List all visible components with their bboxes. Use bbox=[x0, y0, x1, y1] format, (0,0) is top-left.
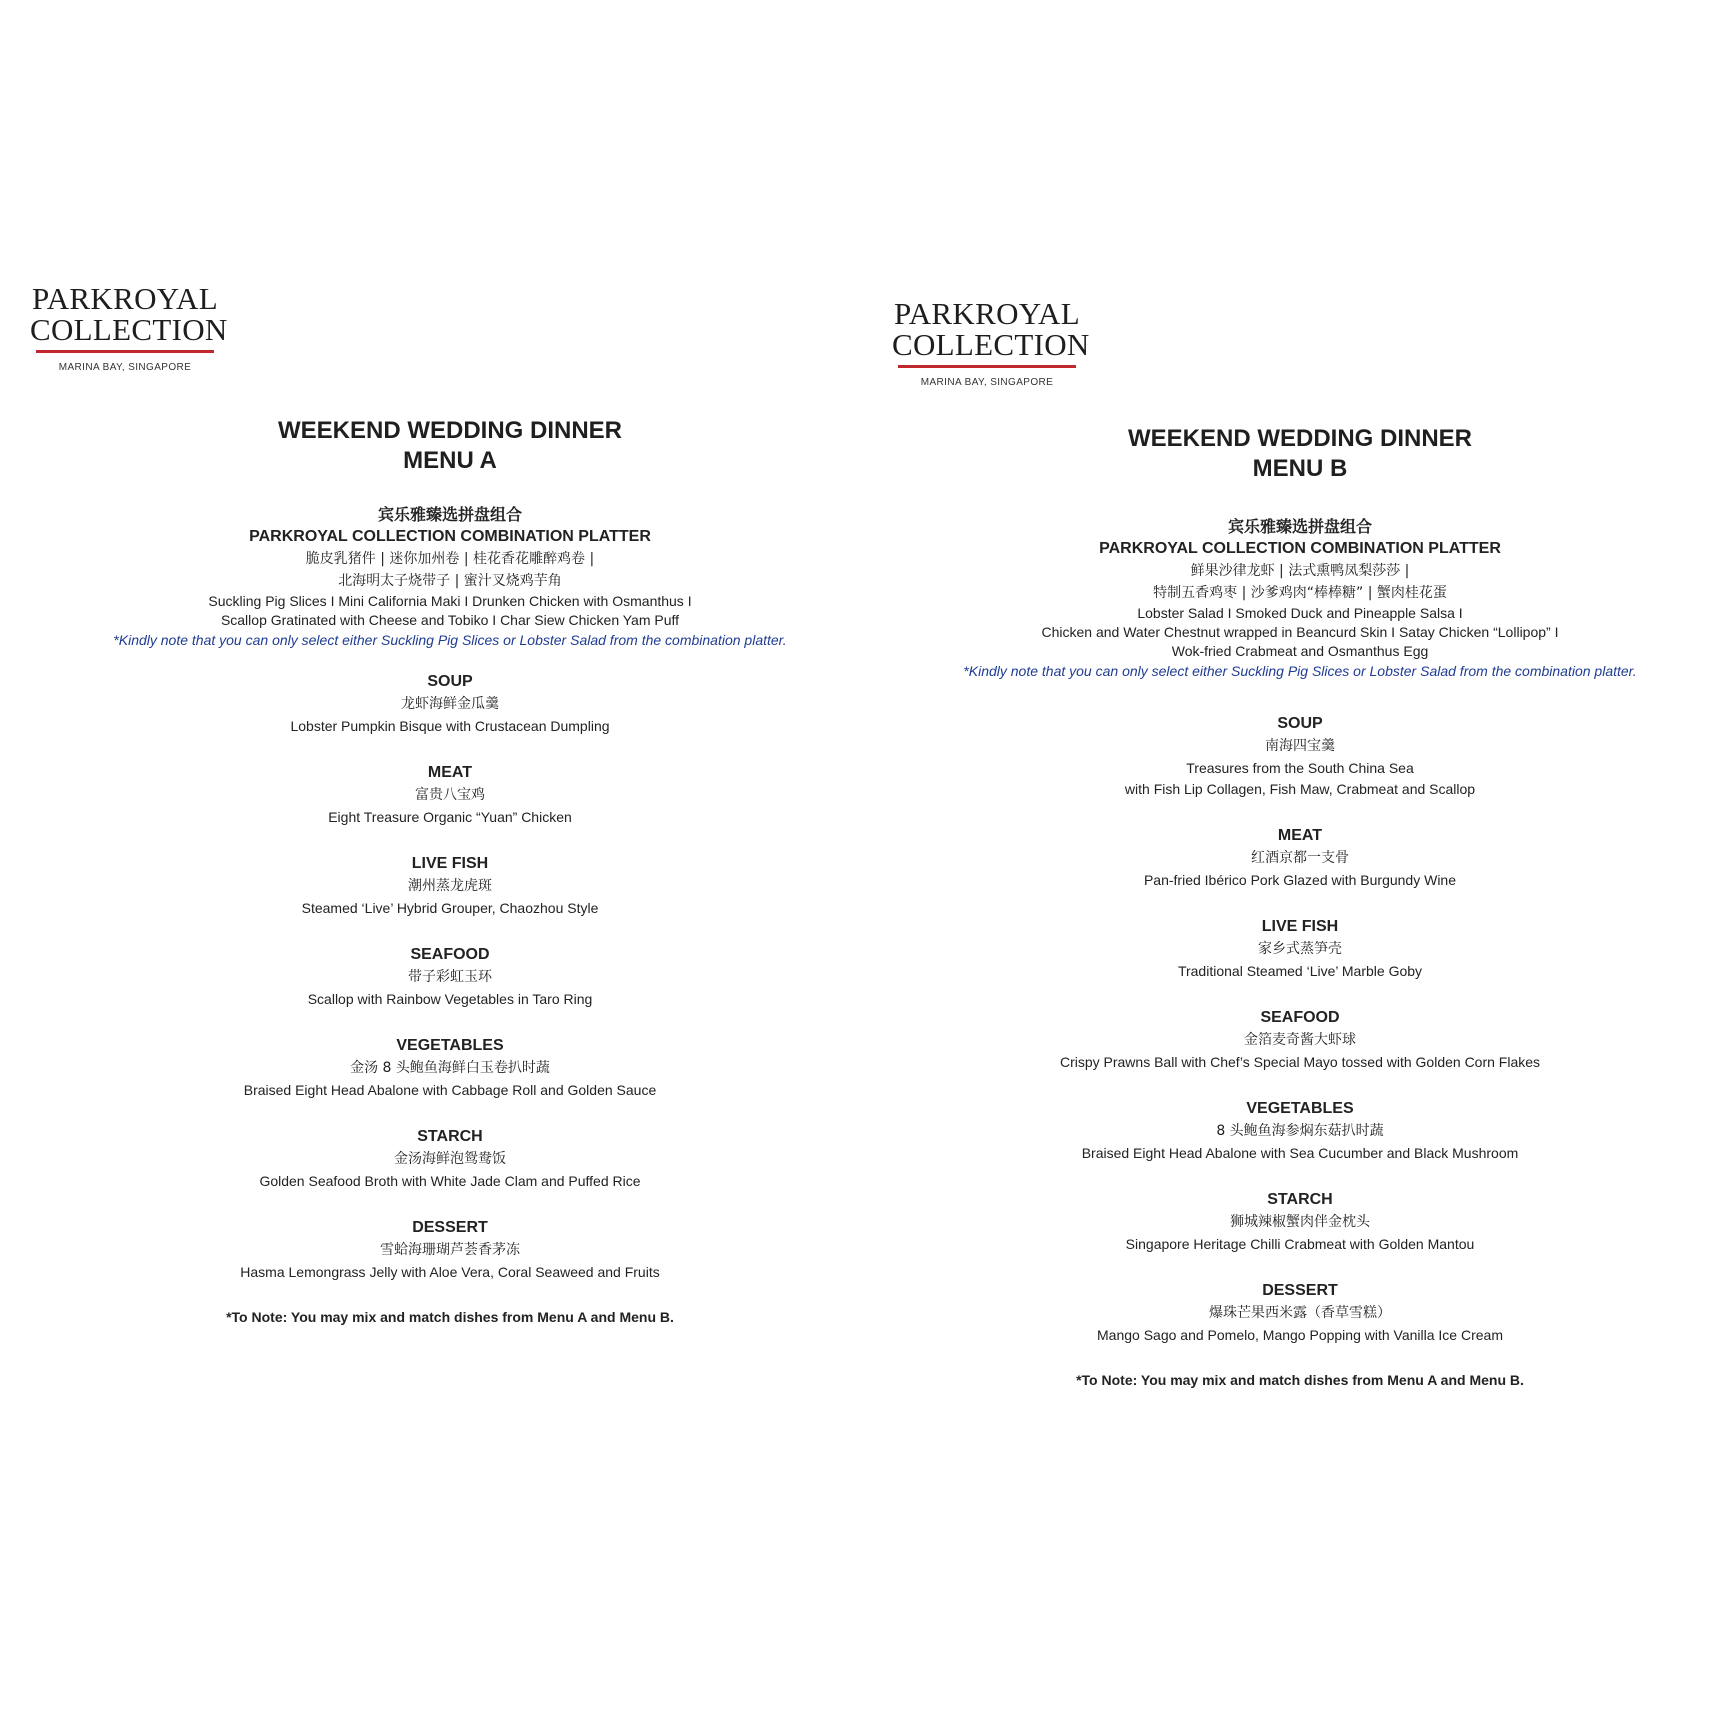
platter-zh-line: 北海明太子烧带子 | 蜜汁叉烧鸡芋角 bbox=[338, 573, 562, 589]
course-list bbox=[910, 712, 1690, 1390]
course-live-fish bbox=[910, 915, 1690, 982]
course-seafood bbox=[910, 1006, 1690, 1073]
course-heading: SOUP bbox=[1277, 715, 1323, 732]
platter-selection-note: *Kindly note that you can only select either Suckling Pig Slices or Lobster Salad from the combination platter. bbox=[963, 663, 1637, 679]
platter-en-line: Wok-fried Crabmeat and Osmanthus Egg bbox=[1171, 643, 1429, 659]
course-heading: LIVE FISH bbox=[1261, 918, 1339, 935]
course-name-zh: 带子彩虹玉环 bbox=[408, 969, 492, 985]
menu-title bbox=[60, 416, 840, 476]
course-soup bbox=[910, 712, 1690, 800]
course-heading: DESSERT bbox=[412, 1219, 488, 1236]
platter-en-line: Chicken and Water Chestnut wrapped in Beancurd Skin I Satay Chicken “Lollipop” I bbox=[1041, 624, 1559, 640]
logo-line-2: COLLECTION bbox=[30, 312, 228, 347]
course-name-en: with Fish Lip Collagen, Fish Maw, Crabmeat and Scallop bbox=[1124, 781, 1476, 797]
course-name-en: Treasures from the South China Sea bbox=[1186, 760, 1414, 776]
course-heading: SEAFOOD bbox=[1260, 1009, 1340, 1026]
combination-platter bbox=[60, 504, 840, 650]
course-heading: LIVE FISH bbox=[411, 855, 489, 872]
logo-red-rule bbox=[36, 350, 214, 353]
course-name-zh: 雪蛤海珊瑚芦荟香茅冻 bbox=[380, 1242, 520, 1258]
course-name-en: Steamed ‘Live’ Hybrid Grouper, Chaozhou Style bbox=[301, 900, 599, 916]
course-heading: MEAT bbox=[427, 764, 473, 781]
course-name-en: Scallop with Rainbow Vegetables in Taro Ring bbox=[307, 991, 593, 1007]
course-name-en: Lobster Pumpkin Bisque with Crustacean Dumpling bbox=[290, 718, 610, 734]
course-name-zh: 8 头鲍鱼海参焖东菇扒时蔬 bbox=[1216, 1123, 1384, 1139]
course-heading: SEAFOOD bbox=[410, 946, 490, 963]
platter-title-en: PARKROYAL COLLECTION COMBINATION PLATTER bbox=[249, 528, 651, 545]
course-name-zh: 家乡式蒸笋壳 bbox=[1258, 941, 1342, 957]
course-name-en: Pan-fried Ibérico Pork Glazed with Burgundy Wine bbox=[1143, 872, 1457, 888]
course-name-en: Golden Seafood Broth with White Jade Clam and Puffed Rice bbox=[259, 1173, 641, 1189]
course-name-zh: 龙虾海鲜金瓜羹 bbox=[401, 696, 499, 712]
course-dessert bbox=[910, 1279, 1690, 1346]
menu-title-line-2: MENU A bbox=[403, 447, 497, 474]
course-name-zh: 潮州蒸龙虎斑 bbox=[408, 878, 492, 894]
course-heading: STARCH bbox=[417, 1128, 483, 1145]
course-vegetables bbox=[60, 1034, 840, 1101]
course-name-zh: 富贵八宝鸡 bbox=[415, 787, 485, 803]
menu-title-line-1: WEEKEND WEDDING DINNER bbox=[1127, 425, 1472, 452]
menu-b-page bbox=[892, 0, 1690, 1712]
course-heading: VEGETABLES bbox=[396, 1037, 504, 1054]
course-starch bbox=[60, 1125, 840, 1192]
course-heading: MEAT bbox=[1277, 827, 1323, 844]
course-name-en: Singapore Heritage Chilli Crabmeat with Golden Mantou bbox=[1125, 1236, 1475, 1252]
logo-subtitle: MARINA BAY, SINGAPORE bbox=[920, 377, 1054, 388]
logo-subtitle: MARINA BAY, SINGAPORE bbox=[58, 362, 192, 373]
platter-zh-line: 脆皮乳猪件 | 迷你加州卷 | 桂花香花雕醉鸡卷 | bbox=[305, 551, 595, 567]
course-name-en: Eight Treasure Organic “Yuan” Chicken bbox=[328, 809, 572, 825]
course-vegetables bbox=[910, 1097, 1690, 1164]
course-name-zh: 南海四宝羹 bbox=[1265, 738, 1335, 754]
course-name-en: Traditional Steamed ‘Live’ Marble Goby bbox=[1177, 963, 1423, 979]
course-heading: STARCH bbox=[1267, 1191, 1333, 1208]
course-heading: VEGETABLES bbox=[1246, 1100, 1354, 1117]
course-heading: SOUP bbox=[427, 673, 473, 690]
course-starch bbox=[910, 1188, 1690, 1255]
course-name-en: Mango Sago and Pomelo, Mango Popping with Vanilla Ice Cream bbox=[1097, 1327, 1503, 1343]
course-name-en: Hasma Lemongrass Jelly with Aloe Vera, Coral Seaweed and Fruits bbox=[240, 1264, 660, 1280]
logo-line-2: COLLECTION bbox=[892, 327, 1090, 362]
platter-en-line: Scallop Gratinated with Cheese and Tobiko I Char Siew Chicken Yam Puff bbox=[220, 612, 680, 628]
course-list bbox=[60, 670, 840, 1327]
platter-title-en: PARKROYAL COLLECTION COMBINATION PLATTER bbox=[1099, 540, 1501, 557]
course-dessert bbox=[60, 1216, 840, 1283]
platter-title-zh: 宾乐雅臻选拼盘组合 bbox=[1227, 517, 1372, 536]
course-meat bbox=[910, 824, 1690, 891]
logo-red-rule bbox=[898, 365, 1076, 368]
course-live-fish bbox=[60, 852, 840, 919]
menu-title bbox=[910, 424, 1690, 484]
platter-zh-line: 鲜果沙律龙虾 | 法式熏鸭凤梨莎莎 | bbox=[1190, 563, 1410, 579]
mix-match-footnote: *To Note: You may mix and match dishes from Menu A and Menu B. bbox=[226, 1309, 674, 1325]
course-name-en: Crispy Prawns Ball with Chef’s Special Mayo tossed with Golden Corn Flakes bbox=[1059, 1054, 1541, 1070]
course-seafood bbox=[60, 943, 840, 1010]
course-name-en: Braised Eight Head Abalone with Sea Cucumber and Black Mushroom bbox=[1081, 1145, 1519, 1161]
course-name-en: Braised Eight Head Abalone with Cabbage Roll and Golden Sauce bbox=[243, 1082, 657, 1098]
platter-selection-note: *Kindly note that you can only select either Suckling Pig Slices or Lobster Salad from the combination platter. bbox=[113, 632, 787, 648]
logo-line-1: PARKROYAL bbox=[894, 296, 1080, 331]
course-name-zh: 金汤 8 头鲍鱼海鲜白玉卷扒时蔬 bbox=[350, 1060, 550, 1076]
course-name-zh: 金汤海鲜泡鸳鸯饭 bbox=[394, 1151, 506, 1167]
parkroyal-logo bbox=[892, 296, 1090, 388]
menu-title-line-1: WEEKEND WEDDING DINNER bbox=[277, 417, 622, 444]
platter-zh-line: 特制五香鸡枣 | 沙爹鸡肉“棒棒糖” | 蟹肉桂花蛋 bbox=[1153, 585, 1447, 601]
course-name-zh: 爆珠芒果西米露（香草雪糕） bbox=[1209, 1305, 1391, 1321]
platter-en-line: Lobster Salad I Smoked Duck and Pineapple Salsa I bbox=[1137, 605, 1463, 621]
course-meat bbox=[60, 761, 840, 828]
course-name-zh: 金箔麦奇酱大虾球 bbox=[1244, 1032, 1356, 1048]
menu-a-page bbox=[30, 0, 840, 1712]
course-heading: DESSERT bbox=[1262, 1282, 1338, 1299]
mix-match-footnote: *To Note: You may mix and match dishes from Menu A and Menu B. bbox=[1076, 1372, 1524, 1388]
course-soup bbox=[60, 670, 840, 737]
platter-title-zh: 宾乐雅臻选拼盘组合 bbox=[377, 505, 522, 524]
platter-en-line: Suckling Pig Slices I Mini California Maki I Drunken Chicken with Osmanthus I bbox=[208, 593, 692, 609]
course-name-zh: 狮城辣椒蟹肉伴金枕头 bbox=[1230, 1214, 1370, 1230]
parkroyal-logo bbox=[30, 281, 228, 373]
combination-platter bbox=[910, 516, 1690, 681]
menu-title-line-2: MENU B bbox=[1252, 455, 1348, 482]
logo-line-1: PARKROYAL bbox=[32, 281, 218, 316]
course-name-zh: 红酒京都一支骨 bbox=[1251, 850, 1349, 866]
